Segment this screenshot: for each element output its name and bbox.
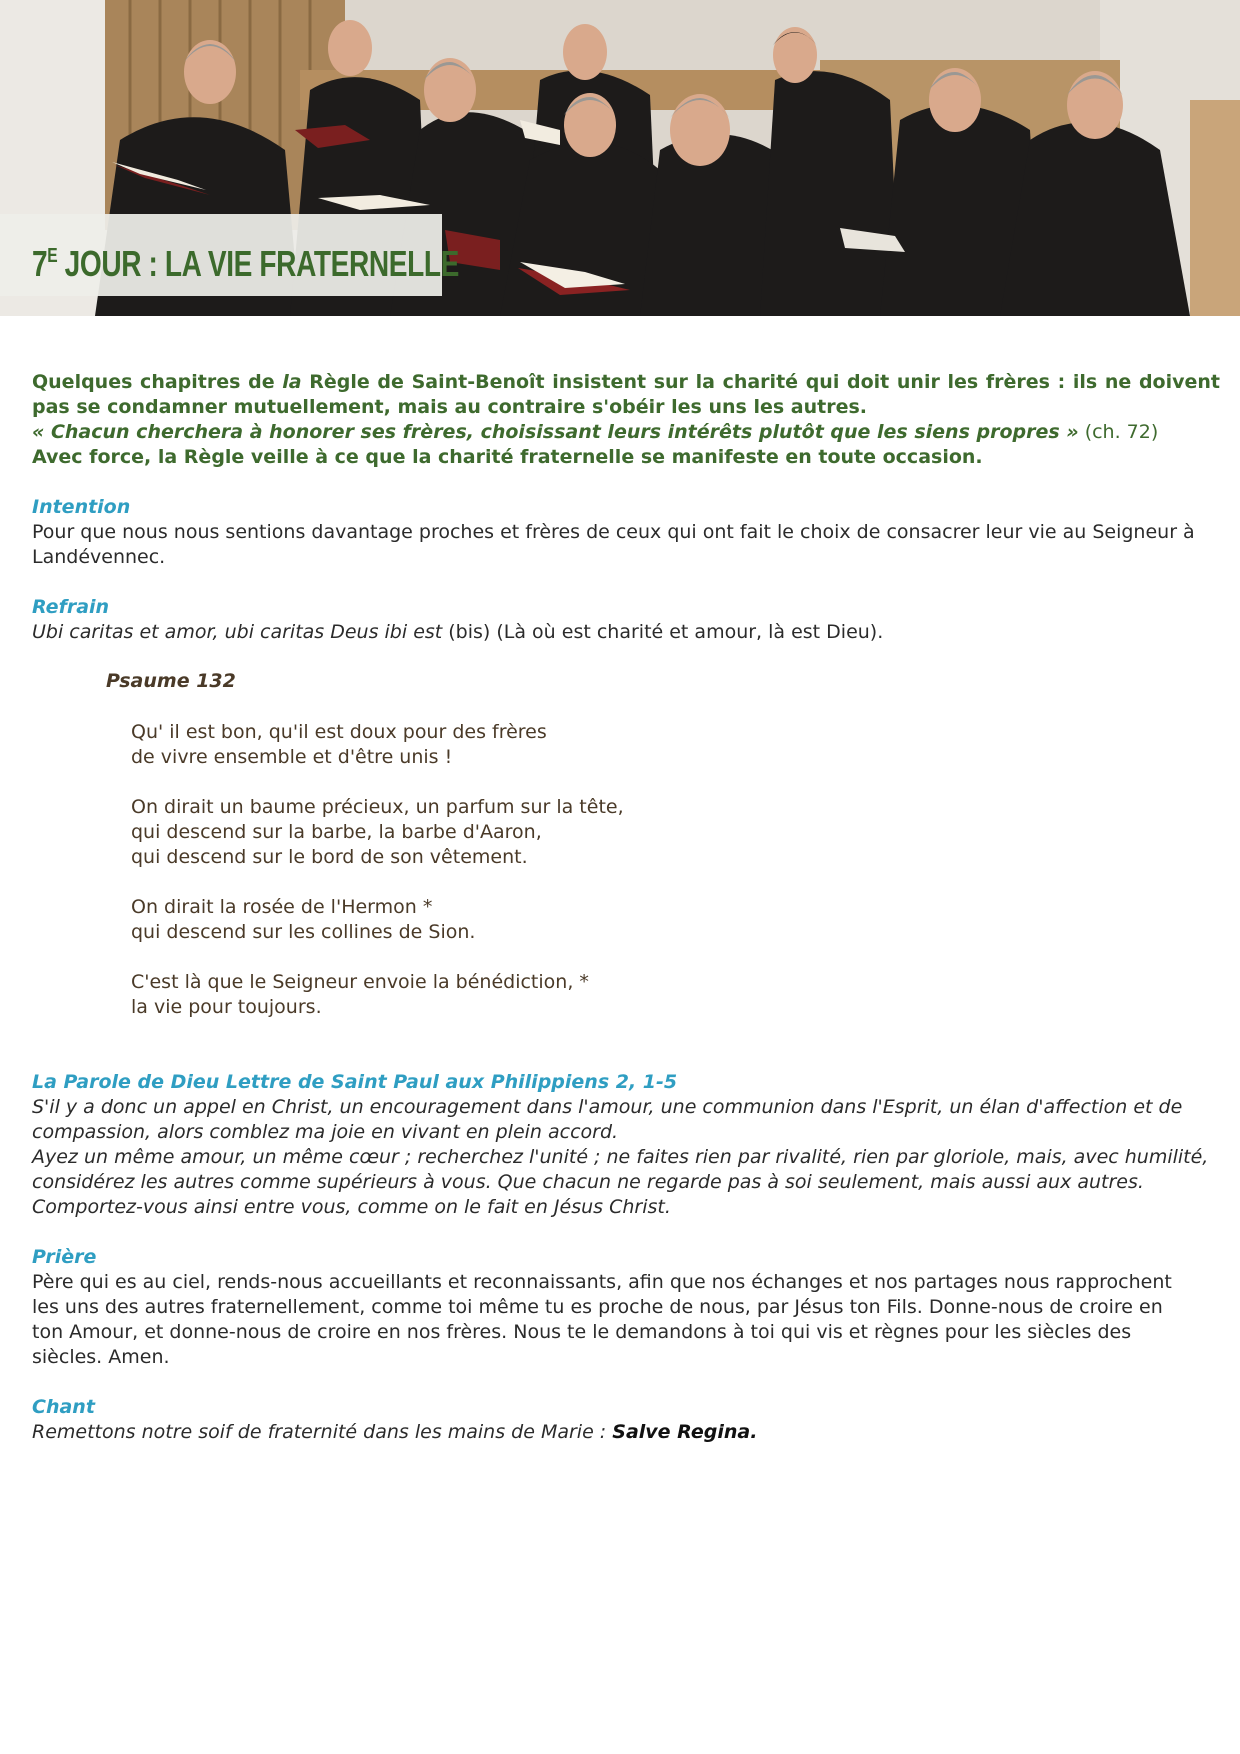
intention-text: Pour que nous nous sentions davantage proches et frères de ceux qui ont fait le choix de consacrer leur vie au Seigneur à Landévennec. — [32, 521, 1195, 568]
header-photo — [0, 0, 1240, 316]
intro-conclusion: Avec force, la Règle veille à ce que la charité fraternelle se manifeste en toute occasion. — [32, 446, 983, 468]
chant-title: Salve Regina. — [612, 1421, 758, 1443]
chant-heading: Chant — [32, 1396, 95, 1418]
refrain-section — [32, 595, 1220, 645]
psalm-line: On dirait la rosée de l'Hermon * — [131, 896, 433, 918]
psalm-stanza-3 — [131, 895, 475, 945]
psalm-line: Qu' il est bon, qu'il est doux pour des frères — [131, 721, 547, 743]
parole-heading: La Parole de Dieu Lettre de Saint Paul aux Philippiens 2, 1-5 — [32, 1071, 678, 1093]
psalm-line: qui descend sur la barbe, la barbe d'Aaron, — [131, 821, 542, 843]
page-title — [32, 238, 459, 282]
chant-text: Remettons notre soif de fraternité dans les mains de Marie : — [32, 1421, 613, 1443]
parole-paragraph-3: Comportez-vous ainsi entre vous, comme on le fait en Jésus Christ. — [32, 1196, 671, 1218]
priere-heading: Prière — [32, 1246, 97, 1268]
parole-paragraph-2: Ayez un même amour, un même cœur ; recherchez l'unité ; ne faites rien par rivalité, rien par gloriole, mais, avec humilité, considérez les autres comme supérieurs à vous. Que chacun ne regarde pas à soi seulement, mais aussi aux autres. — [32, 1146, 1209, 1193]
refrain-latin: Ubi caritas et amor, ubi caritas Deus ibi est — [32, 621, 443, 643]
psalm-line: On dirait un baume précieux, un parfum sur la tête, — [131, 796, 624, 818]
priere-section — [32, 1245, 1192, 1370]
psalm-stanza-4 — [131, 970, 589, 1020]
psalm-line: la vie pour toujours. — [131, 996, 322, 1018]
intention-heading: Intention — [32, 496, 131, 518]
title-day-number: 7 — [32, 243, 48, 284]
psalm-title: Psaume 132 — [106, 670, 236, 692]
title-text-rest: JOUR : LA VIE FRATERNELLE — [57, 243, 459, 284]
rule-quote: « Chacun cherchera à honorer ses frères, choisissant leurs intérêts plutôt que les siens propres » — [32, 421, 1079, 443]
psalm-line: de vivre ensemble et d'être unis ! — [131, 746, 453, 768]
psalm-line: qui descend sur les collines de Sion. — [131, 921, 476, 943]
psalm-stanza-1 — [131, 720, 547, 770]
chant-section — [32, 1395, 1220, 1445]
parole-paragraph-1: S'il y a donc un appel en Christ, un encouragement dans l'amour, une communion dans l'Esprit, un élan d'affection et de compassion, alors comblez ma joie en vivant en plein accord. — [32, 1096, 1183, 1143]
title-superscript: E — [47, 245, 58, 267]
intention-section — [32, 495, 1220, 570]
refrain-translation: (bis) (Là où est charité et amour, là est Dieu). — [442, 621, 884, 643]
title-banner — [0, 214, 459, 296]
intro-paragraph: Quelques chapitres de la Règle de Saint-Benoît insistent sur la charité qui doit unir les frères : ils ne doivent pas se condamner mutuellement, mais au contraire s'obéir les uns les autres. « Chacun cherchera à honorer ses frères, choisissant leurs intérêts plutôt que les siens propres » (ch. 72) Avec force, la Règle veille à ce que la charité fraternelle se manifeste en toute occasion. — [32, 371, 1220, 468]
psalm-line: C'est là que le Seigneur envoie la bénédiction, * — [131, 971, 589, 993]
psalm-line: qui descend sur le bord de son vêtement. — [131, 846, 528, 868]
priere-text: Père qui es au ciel, rends-nous accueillants et reconnaissants, afin que nos échanges et nos partages nous rapprochent les uns des autres fraternellement, comme toi même tu es proche de nous, par Jésus ton Fils. Donne-nous de croire en ton Amour, et donne-nous de croire en nos frères. Nous te le demandons à toi qui vis et règnes pour les siècles des siècles. Amen. — [32, 1271, 1172, 1368]
rule-quote-reference: (ch. 72) — [1078, 421, 1159, 443]
refrain-heading: Refrain — [32, 596, 110, 618]
psalm-stanza-2 — [131, 795, 624, 870]
parole-section — [32, 1070, 1220, 1220]
